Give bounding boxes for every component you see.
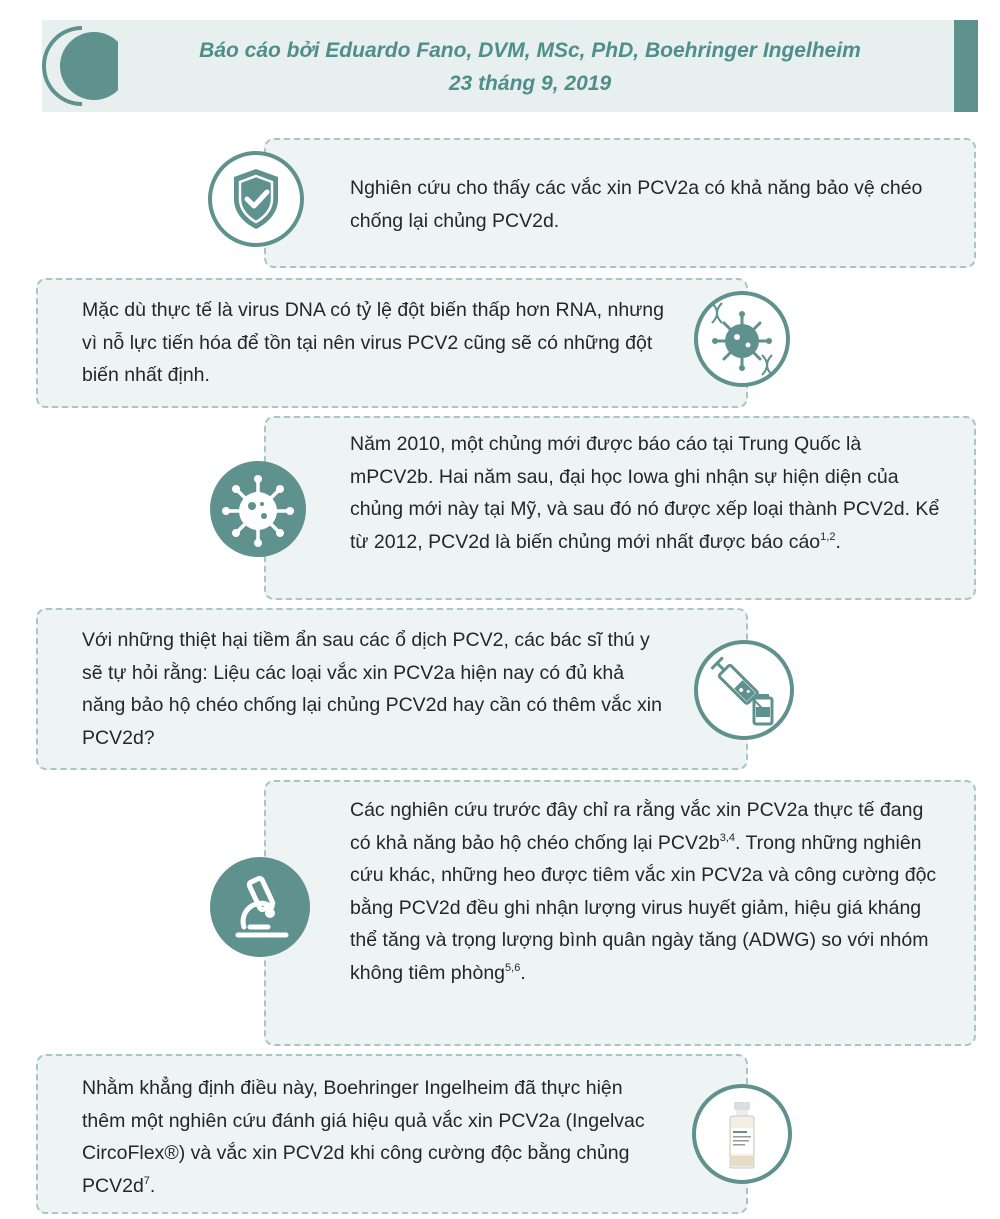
info-card-5 bbox=[264, 780, 976, 1046]
card-1-text: Nghiên cứu cho thấy các vắc xin PCV2a có khả năng bảo vệ chéo chống lại chủng PCV2d. bbox=[350, 177, 923, 232]
card-5-body-b: . Trong những nghiên cứu khác, những heo được tiêm vắc xin PCV2a và công cường độc bằng PCV2d đều ghi nhận lượng virus huyết giảm, hiệu giá kháng thể tăng và trọng lượng bình quân ngày tăng (ADWG) so với nhóm không tiêm phòng bbox=[350, 831, 937, 984]
info-card-6 bbox=[36, 1054, 748, 1214]
citation-7: 7 bbox=[143, 1174, 150, 1187]
banner-accent-bar bbox=[954, 20, 978, 112]
info-card-3 bbox=[264, 416, 976, 600]
info-card-1 bbox=[264, 138, 976, 268]
header-banner bbox=[42, 20, 978, 112]
card-3-body: Năm 2010, một chủng mới được báo cáo tại Trung Quốc là mPCV2b. Hai năm sau, đại học Iowa ghi nhận sự hiện diện của chủng mới này tại Mỹ, và sau đó nó được xếp loại thành PCV2d. Kể từ 2012, PCV2d là biến chủng mới nhất được báo cáo bbox=[350, 433, 940, 553]
shield-check-icon bbox=[208, 151, 304, 247]
card-3-text bbox=[350, 428, 946, 558]
report-date: 23 tháng 9, 2019 bbox=[448, 72, 612, 95]
card-5-body-a: Các nghiên cứu trước đây chỉ ra rằng vắc xin PCV2a thực tế đang có khả năng bảo hộ chéo chống lại PCV2b bbox=[350, 799, 924, 854]
microscope-icon bbox=[210, 857, 310, 957]
card-2-text: Mặc dù thực tế là virus DNA có tỷ lệ đột biến thấp hơn RNA, nhưng vì nỗ lực tiến hóa để tồn tại nên virus PCV2 cũng sẽ có những đột biến nhất định. bbox=[82, 299, 664, 386]
syringe-vial-icon bbox=[694, 640, 794, 740]
card-6-end: . bbox=[149, 1174, 156, 1197]
card-6-body: Nhằm khẳng định điều này, Boehringer Ingelheim đã thực hiện thêm một nghiên cứu đánh giá hiệu quả vắc xin PCV2a (Ingelvac CircoFlex®) và vắc xin PCV2d khi công cường độc bằng chủng PCV2d bbox=[82, 1077, 645, 1197]
info-card-4 bbox=[36, 608, 748, 770]
card-5-end: . bbox=[520, 961, 526, 984]
card-4-text: Với những thiệt hại tiềm ẩn sau các ổ dịch PCV2, các bác sĩ thú y sẽ tự hỏi rằng: Liệu các loại vắc xin PCV2a hiện nay có đủ khả năng bảo hộ chéo chống lại chủng PCV2d hay cần có thêm vắc xin PCV2d? bbox=[82, 629, 662, 749]
vaccine-bottle-icon bbox=[692, 1084, 792, 1184]
info-card-2 bbox=[36, 278, 748, 408]
citation-1-2: 1,2 bbox=[820, 530, 836, 543]
card-3-end: . bbox=[835, 530, 841, 553]
header-logo-icon bbox=[42, 20, 118, 112]
header-text bbox=[122, 34, 938, 100]
virus-dna-icon bbox=[694, 291, 790, 387]
author-line: Báo cáo bởi Eduardo Fano, DVM, MSc, PhD, Boehringer Ingelheim bbox=[199, 39, 861, 62]
citation-3-4: 3,4 bbox=[719, 831, 735, 844]
card-5-text bbox=[350, 794, 946, 989]
virus-icon bbox=[210, 461, 306, 557]
citation-5-6: 5,6 bbox=[505, 961, 521, 974]
card-6-text bbox=[82, 1072, 666, 1202]
